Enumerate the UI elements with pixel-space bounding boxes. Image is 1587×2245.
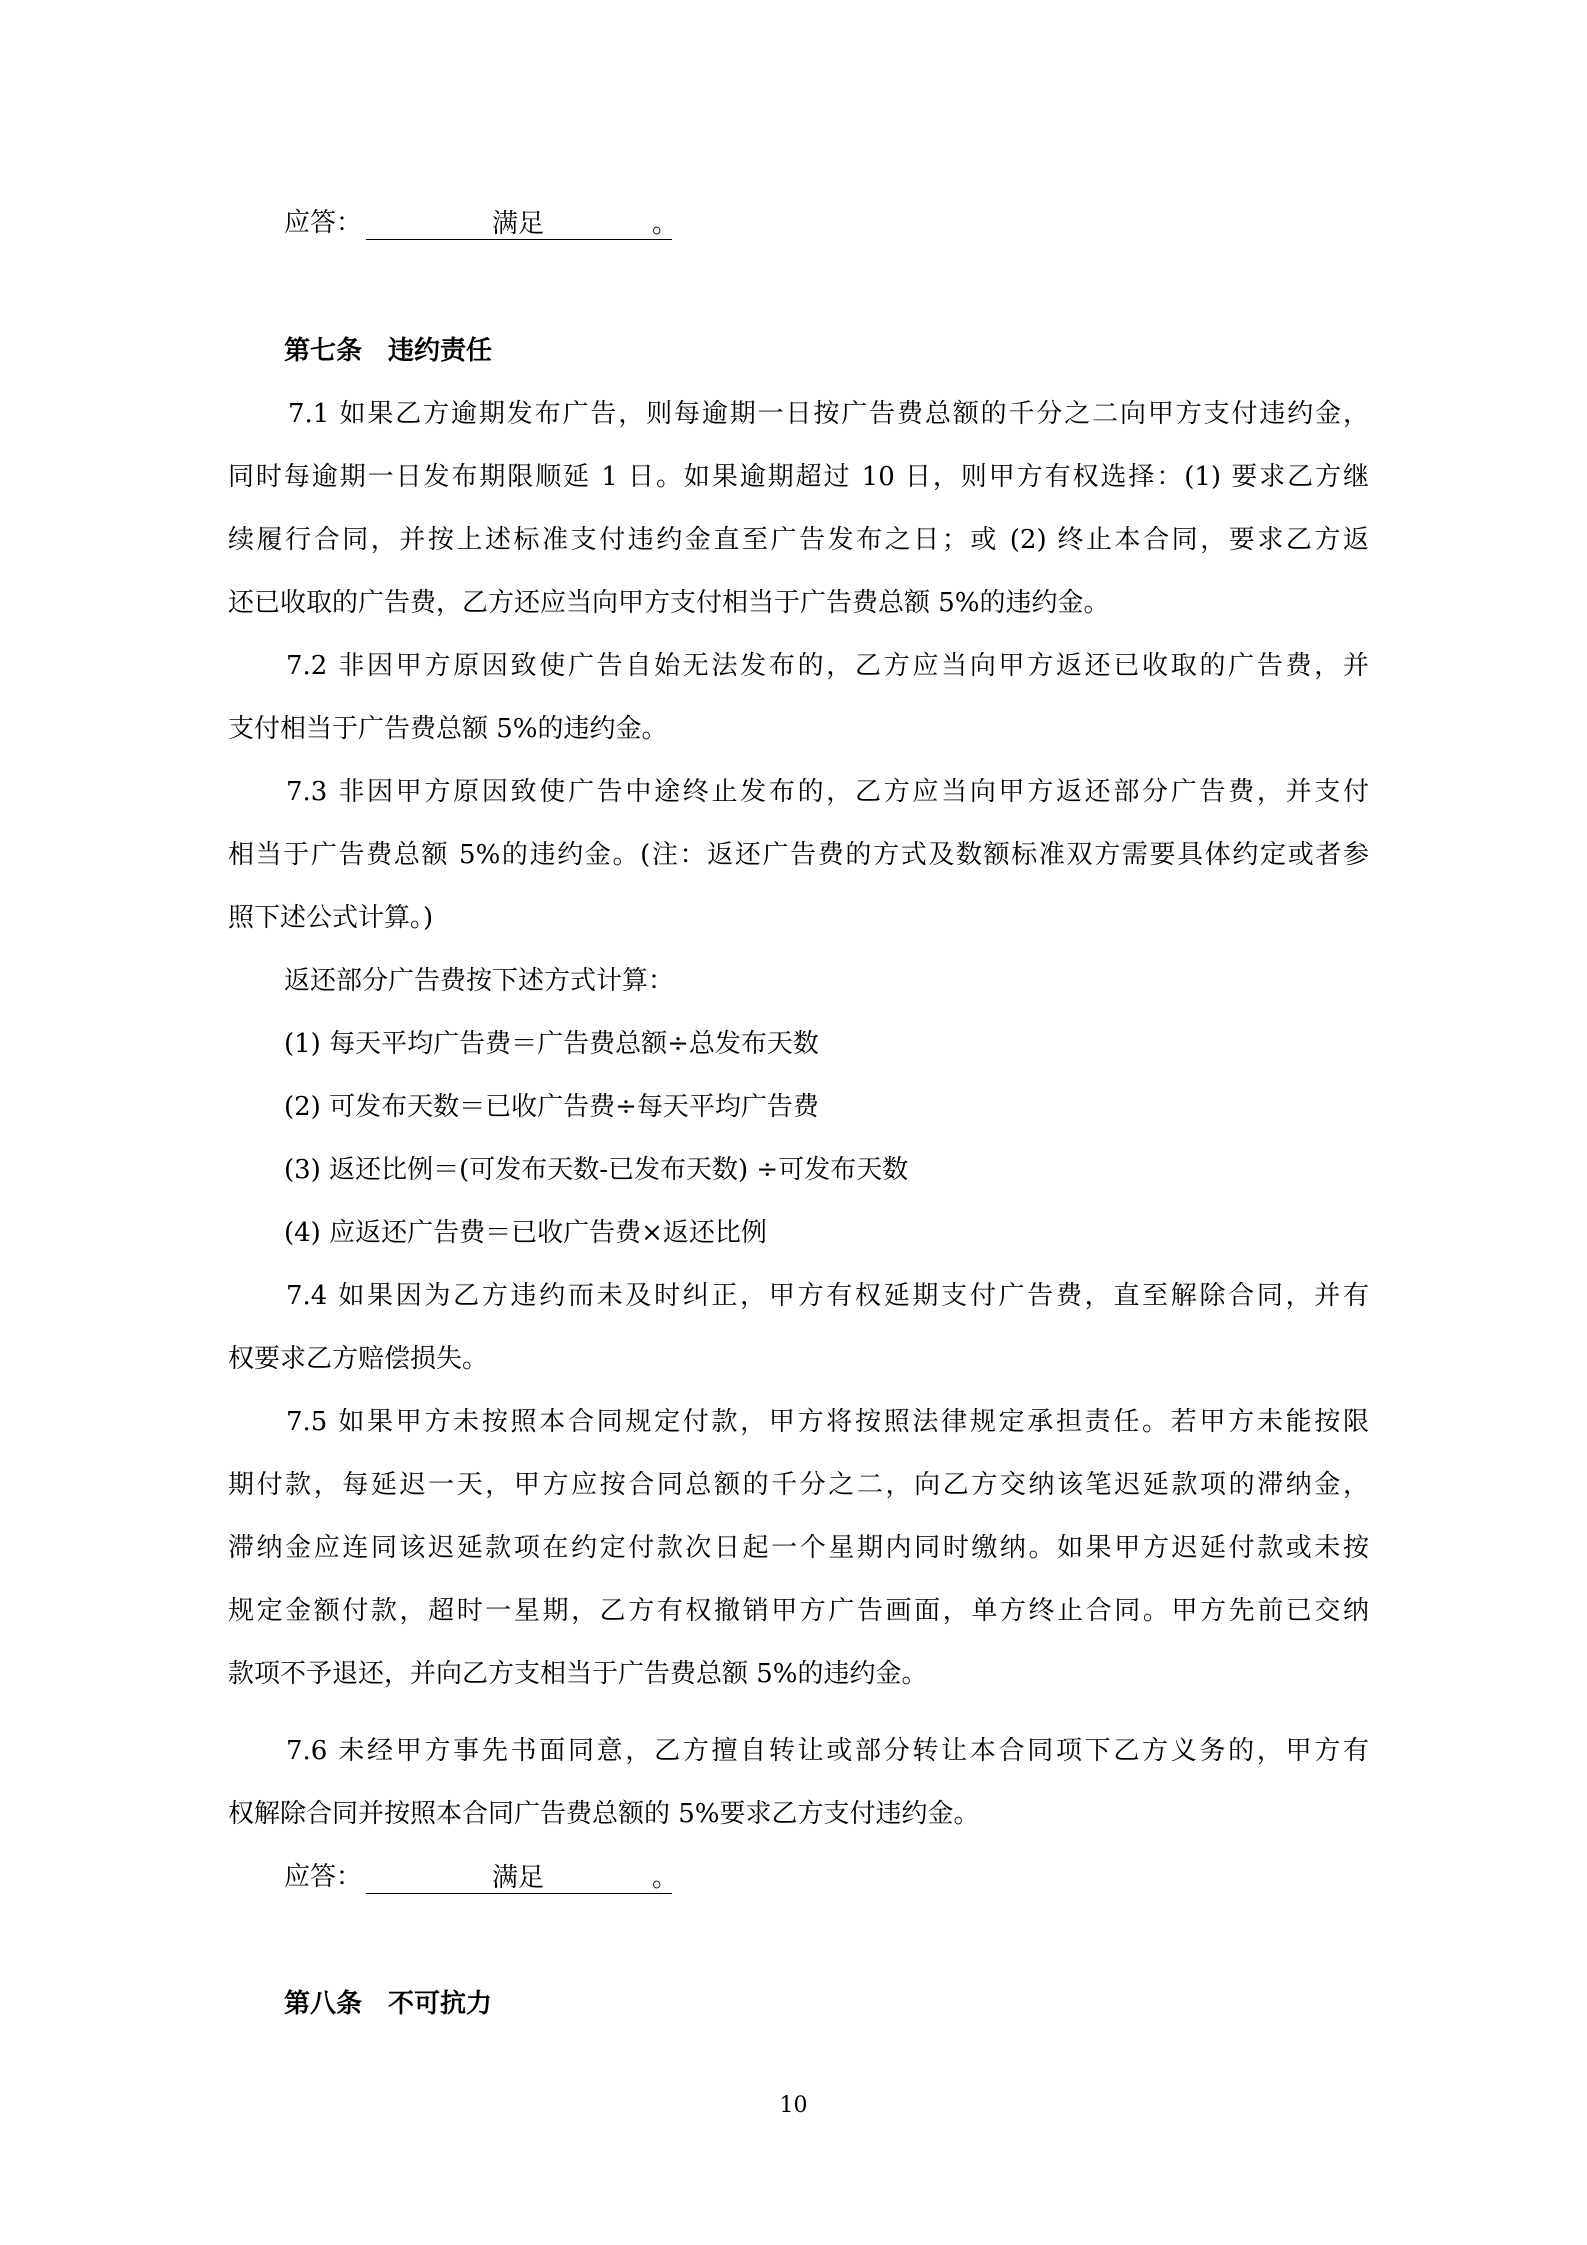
answer-label: 应答： [284,208,363,238]
answer-underline [366,209,679,240]
clause-7-2-line-2: 支付相当于广告费总额 5%的违约金。 [228,714,668,744]
answer-underline [366,1863,679,1894]
clause-7-5-line-4: 规定金额付款，超时一星期，乙方有权撤销甲方广告画面，单方终止合同。甲方先前已交纳 [228,1596,1369,1626]
clause-7-4-line-2: 权要求乙方赔偿损失。 [228,1344,489,1374]
formula-2: (2) 可发布天数＝已收广告费÷每天平均广告费 [284,1092,819,1122]
clause-7-1-line-4: 还已收取的广告费，乙方还应当向甲方支付相当于广告费总额 5%的违约金。 [228,588,1110,618]
clause-7-3-line-3: 照下述公式计算。) [228,903,434,933]
article-7-heading: 第七条 违约责任 [284,336,493,366]
clause-7-1-line-2: 同时每逾期一日发布期限顺延 1 日。如果逾期超过 10 日，则甲方有权选择：(1) 要求乙方继 [228,462,1369,492]
formula-intro: 返还部分广告费按下述方式计算： [284,966,675,996]
clause-7-5-line-1: 7.5 如果甲方未按照本合同规定付款，甲方将按照法律规定承担责任。若甲方未能按限 [286,1407,1369,1437]
formula-3: (3) 返还比例＝(可发布天数-已发布天数) ÷可发布天数 [284,1155,909,1185]
clause-7-1-line-3: 续履行合同，并按上述标准支付违约金直至广告发布之日；或 (2) 终止本合同，要求乙方返 [228,525,1369,555]
clause-7-2-line-1: 7.2 非因甲方原因致使广告自始无法发布的，乙方应当向甲方返还已收取的广告费，并 [286,651,1369,681]
clause-7-6-line-1: 7.6 未经甲方事先书面同意，乙方擅自转让或部分转让本合同项下乙方义务的，甲方有 [286,1736,1369,1766]
article-8-heading: 第八条 不可抗力 [284,1989,493,2019]
answer-label: 应答： [284,1862,363,1892]
answer-row-bottom [284,1860,679,1894]
page-number: 10 [779,2093,808,2118]
answer-value: 满足 [492,1863,545,1893]
formula-4: (4) 应返还广告费＝已收广告费×返还比例 [284,1218,767,1248]
clause-7-4-line-1: 7.4 如果因为乙方违约而未及时纠正，甲方有权延期支付广告费，直至解除合同，并有 [286,1281,1369,1311]
clause-7-6-line-2: 权解除合同并按照本合同广告费总额的 5%要求乙方支付违约金。 [228,1799,980,1829]
clause-7-5-line-5: 款项不予退还，并向乙方支相当于广告费总额 5%的违约金。 [228,1659,928,1689]
answer-value: 满足 [492,209,545,239]
answer-row-top [284,206,679,240]
clause-7-5-line-3: 滞纳金应连同该迟延款项在约定付款次日起一个星期内同时缴纳。如果甲方迟延付款或未按 [228,1533,1369,1563]
clause-7-5-line-2: 期付款，每延迟一天，甲方应按合同总额的千分之二，向乙方交纳该笔迟延款项的滞纳金， [228,1470,1369,1500]
answer-end-mark: 。 [652,209,679,239]
answer-end-mark: 。 [652,1863,679,1893]
clause-7-3-line-2: 相当于广告费总额 5%的违约金。(注：返还广告费的方式及数额标准双方需要具体约定或者参 [228,840,1369,870]
clause-7-3-line-1: 7.3 非因甲方原因致使广告中途终止发布的，乙方应当向甲方返还部分广告费，并支付 [286,777,1369,807]
clause-7-1-line-1: 7.1 如果乙方逾期发布广告，则每逾期一日按广告费总额的千分之二向甲方支付违约金， [288,399,1369,429]
formula-1: (1) 每天平均广告费＝广告费总额÷总发布天数 [284,1029,819,1059]
